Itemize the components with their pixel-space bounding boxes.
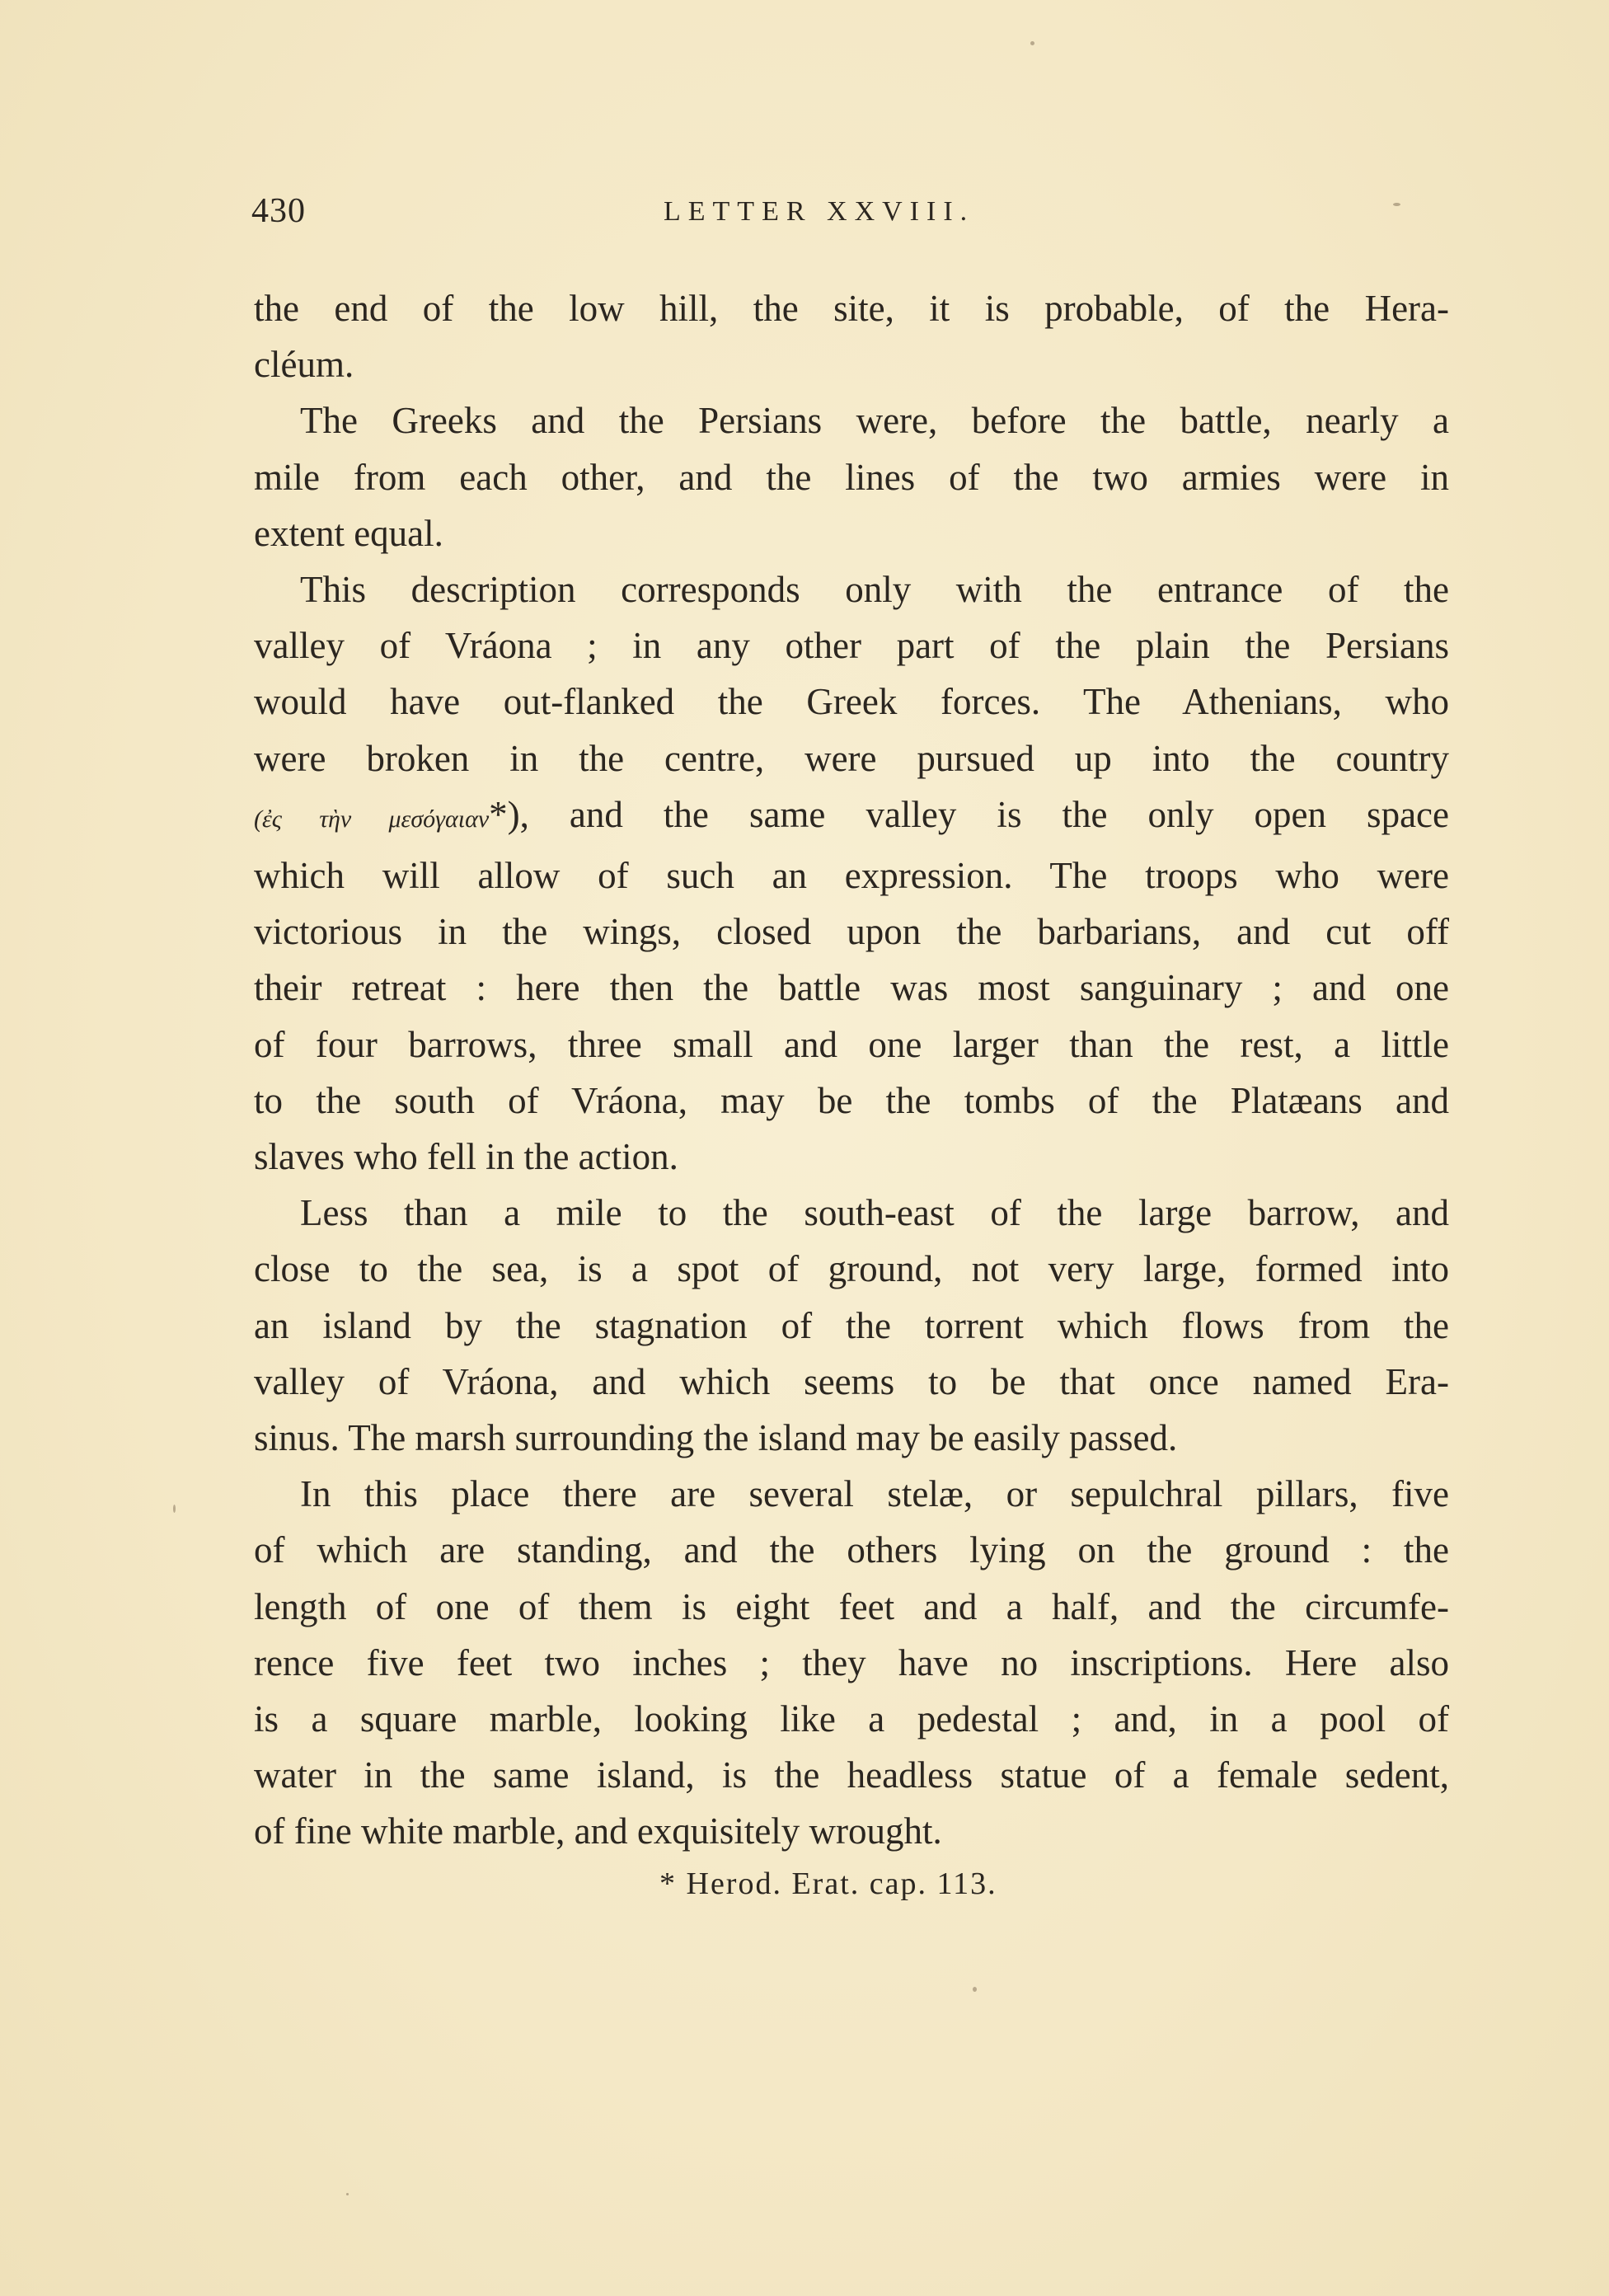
text-line: length of one of them is eight feet and a half, and the circumfe-: [254, 1585, 1449, 1627]
text-line: slaves who fell in the action.: [254, 1136, 678, 1178]
paragraph-2: [254, 392, 1449, 561]
text-line: to the south of Vráona, may be the tombs of the Platæans and: [254, 1079, 1449, 1121]
paper-speck: [1393, 203, 1400, 206]
text-line: The Greeks and the Persians were, before the battle, nearly a: [300, 400, 1449, 442]
text-line: This description corresponds only with the entrance of the: [300, 569, 1449, 611]
text-line: victorious in the wings, closed upon the barbarians, and cut off: [254, 911, 1449, 953]
text-line: valley of Vráona ; in any other part of the plain the Persians: [254, 625, 1449, 667]
text-line: sinus. The marsh surrounding the island may be easily passed.: [254, 1417, 1178, 1459]
running-head: LETTER XXVIII.: [664, 196, 975, 227]
text-line: valley of Vráona, and which seems to be that once named Era-: [254, 1360, 1449, 1402]
page-number: 430: [251, 192, 306, 230]
text-line: water in the same island, is the headless statue of a female sedent,: [254, 1754, 1449, 1796]
text-line: mile from each other, and the lines of the two armies were in: [254, 456, 1449, 498]
paragraph-1: [254, 280, 1449, 392]
text-line: In this place there are several stelæ, or sepulchral pillars, five: [300, 1473, 1449, 1515]
paper-speck: [1030, 41, 1034, 45]
text-line: of which are standing, and the others lying on the ground : the: [254, 1529, 1449, 1571]
text-line: were broken in the centre, were pursued up into the country: [254, 737, 1449, 779]
footnote: * Herod. Erat. cap. 113.: [659, 1866, 997, 1901]
text-line: cléum.: [254, 344, 354, 386]
text-line: their retreat : here then the battle was most sanguinary ; and one: [254, 967, 1449, 1009]
paragraph-5: [254, 1466, 1449, 1859]
text-line: of four barrows, three small and one larger than the rest, a little: [254, 1023, 1449, 1065]
text-line: of fine white marble, and exquisitely wrought.: [254, 1810, 942, 1852]
text-line: which will allow of such an expression. The troops who were: [254, 855, 1449, 897]
paper-speck: [173, 1505, 176, 1513]
greek-phrase: (ἐς τὴν μεσόγαιαν: [254, 805, 490, 833]
text-line: an island by the stagnation of the torrent which flows from the: [254, 1304, 1449, 1346]
paper-speck: [973, 1987, 977, 1992]
paper-speck: [346, 2193, 349, 2195]
paragraph-4: [254, 1185, 1449, 1466]
paragraph-3: [254, 561, 1449, 1185]
text-line: Less than a mile to the south-east of the large barrow, and: [300, 1192, 1449, 1234]
text-line: would have out-flanked the Greek forces. The Athenians, who: [254, 681, 1449, 723]
page-header: [251, 191, 1414, 241]
text-line: close to the sea, is a spot of ground, not very large, formed into: [254, 1248, 1449, 1290]
body-text: [254, 280, 1449, 1860]
text-line: extent equal.: [254, 512, 443, 554]
text-line: is a square marble, looking like a pedestal ; and, in a pool of: [254, 1698, 1449, 1740]
text-line: rence five feet two inches ; they have no inscriptions. Here also: [254, 1641, 1449, 1683]
text-line-with-greek: [254, 786, 1449, 848]
text-fragment: *), and the same valley is the only open space: [489, 793, 1449, 835]
text-line: the end of the low hill, the site, it is probable, of the Hera-: [254, 288, 1449, 329]
